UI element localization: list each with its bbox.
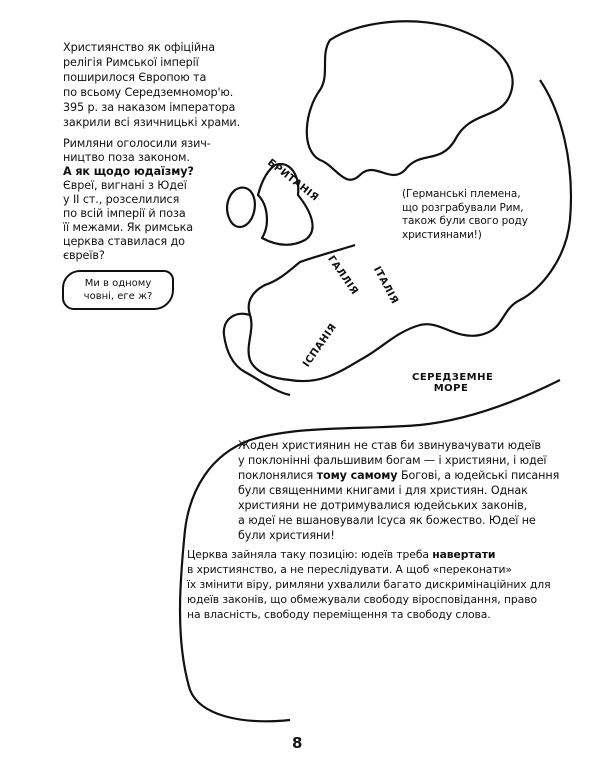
ireland-coast <box>227 188 255 227</box>
spain-coast <box>224 314 290 395</box>
germanic-tribes-note: (Германські племена, що розграбували Рим, також були свого роду християнами!) <box>402 188 528 241</box>
middle-text: Жоден християнин не став би звинувачувати юдеїв у поклонінні фальшивим богам — і християни, і юдеї поклонялися тому самому Богові, а юдейські писання були священними книгами і для християн. Однак християни не дотримувалися юдейських законів, а юдеї не вшановували Ісуса як божество. Юдеї не були християни! <box>238 439 560 542</box>
judaism-text: Римляни оголосили язич- ництво поза законом. А як щодо юдаїзму? Євреї, вигнані з Юдеї у II ст., розселилися по всій імперії й поза її межами. Як римська церква ставилася до євреїв? <box>63 137 211 262</box>
label-gaul: ГАЛЛІЯ <box>325 253 361 298</box>
speech-bubble: Ми в одному човні, еге ж? <box>62 270 174 310</box>
bottom-text: Церква зайняла таку позицію: юдеїв треба навертати в християнство, а не переслідувати. А щоб «переконати» їх змінити віру, римляни ухвалили багато дискримінаційних для юдеїв законів, що обмежували свободу віросповідання, право на власність, свободу переміщення та свободу слова. <box>187 548 551 621</box>
label-mediterranean: СЕРЕДЗЕМНЕ МОРЕ <box>412 372 494 394</box>
scandinavia-coast <box>307 21 513 179</box>
label-spain: ІСПАНІЯ <box>301 321 340 370</box>
label-britain: БРИТАНІЯ <box>265 157 321 204</box>
label-italy: ІТАЛІЯ <box>371 264 400 307</box>
intro-text: Християнство як офіційна релігія Римської імперії поширилося Європою та по всьому Середземномор'ю. 395 р. за наказом імператора закрили всі язичницькі храми. <box>63 41 241 129</box>
page-number: 8 <box>292 734 303 752</box>
